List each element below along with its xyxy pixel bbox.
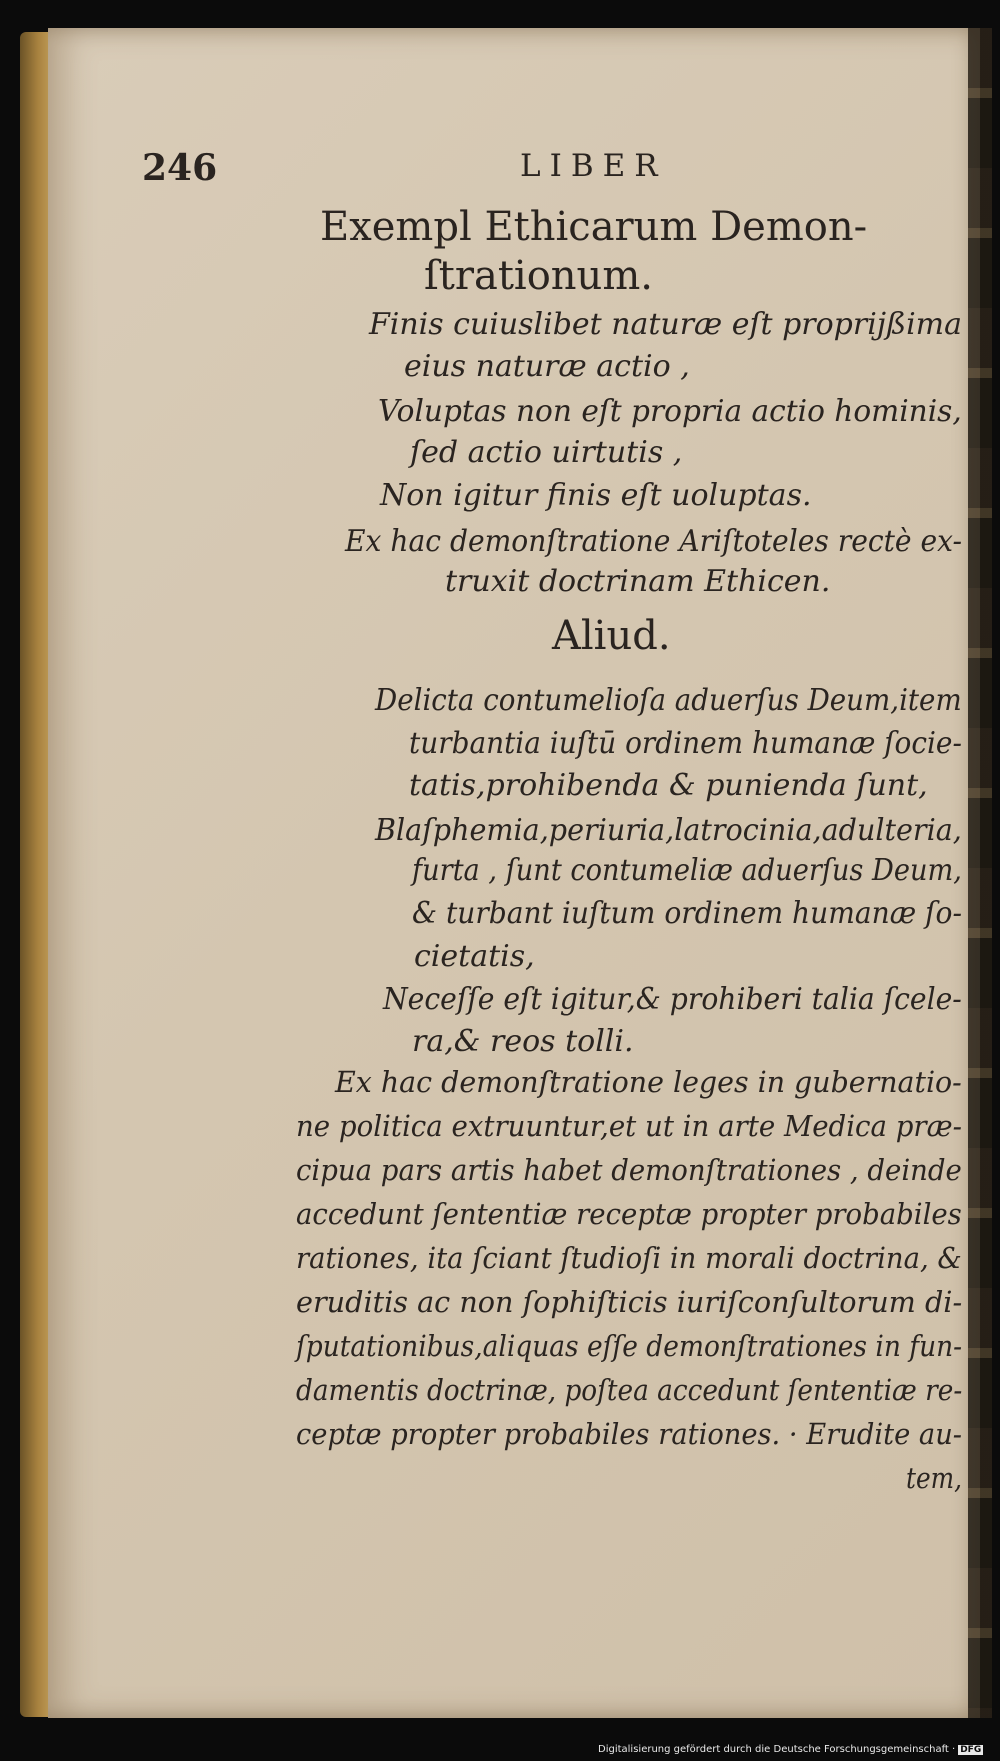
heading-line: Exempl Ethicarum Demon-	[320, 204, 868, 250]
binding-strip	[968, 28, 992, 1718]
text-line: ſed actio uirtutis ,	[410, 435, 683, 470]
text-line: cietatis,	[414, 939, 535, 974]
dfg-logo: DFG	[960, 1745, 982, 1755]
page-number: 246	[142, 147, 218, 189]
text-line: furta , ſunt contumeliæ aduerſus Deum,	[412, 853, 962, 888]
text-line: ne politica extruuntur,et ut in arte Medica præ-	[296, 1109, 962, 1143]
text-line: Ex hac demonſtratione Ariſtoteles rectè ex-	[345, 524, 963, 559]
digitization-footer	[598, 1744, 983, 1755]
text-line: Blaſphemia,periuria,latrocinia,adulteria,	[375, 813, 962, 848]
text-line: Neceſſe eſt igitur,& prohiberi talia ſcele-	[383, 982, 962, 1017]
text-line: turbantia iuſtū ordinem humanæ ſocie-	[409, 726, 962, 761]
text-line: truxit doctrinam Ethicen.	[445, 564, 831, 599]
heading-line: Aliud.	[552, 613, 671, 659]
text-line: tem,	[906, 1461, 962, 1495]
text-line: damentis doctrinæ, poſtea accedunt ſententiæ re-	[296, 1373, 963, 1407]
heading-line: ſtrationum.	[424, 253, 653, 299]
text-line: ceptæ propter probabiles rationes. · Erudite au-	[296, 1417, 963, 1451]
text-line: rationes, ita ſciant ſtudioſi in morali doctrina, &	[296, 1241, 962, 1275]
text-line: eruditis ac non ſophiſticis iuriſconſultorum di-	[296, 1285, 963, 1319]
text-line: & turbant iuſtum ordinem humanæ ſo-	[412, 896, 962, 931]
text-line: accedunt ſententiæ receptæ propter probabiles	[296, 1197, 962, 1231]
text-line: Non igitur finis eſt uoluptas.	[380, 478, 812, 513]
text-line: Finis cuiuslibet naturæ eſt proprijßima	[369, 307, 962, 342]
text-line: Voluptas non eſt propria actio hominis,	[378, 394, 962, 429]
text-line: ſputationibus,aliquas eſſe demonſtrationes in fun-	[296, 1329, 963, 1363]
text-line: eius naturæ actio ,	[404, 349, 690, 384]
text-line: cipua pars artis habet demonſtrationes , deinde	[296, 1153, 962, 1187]
text-line: Ex hac demonſtratione leges in gubernatio-	[335, 1065, 962, 1099]
text-line: ra,& reos tolli.	[412, 1024, 634, 1059]
running-head: LIBER	[520, 148, 667, 184]
text-line: tatis,prohibenda & punienda ſunt,	[409, 768, 928, 803]
text-line: Delicta contumelioſa aduerſus Deum,item	[375, 683, 962, 718]
footer-text: Digitalisierung gefördert durch die Deutsche Forschungsgemeinschaft ·	[598, 1744, 956, 1755]
